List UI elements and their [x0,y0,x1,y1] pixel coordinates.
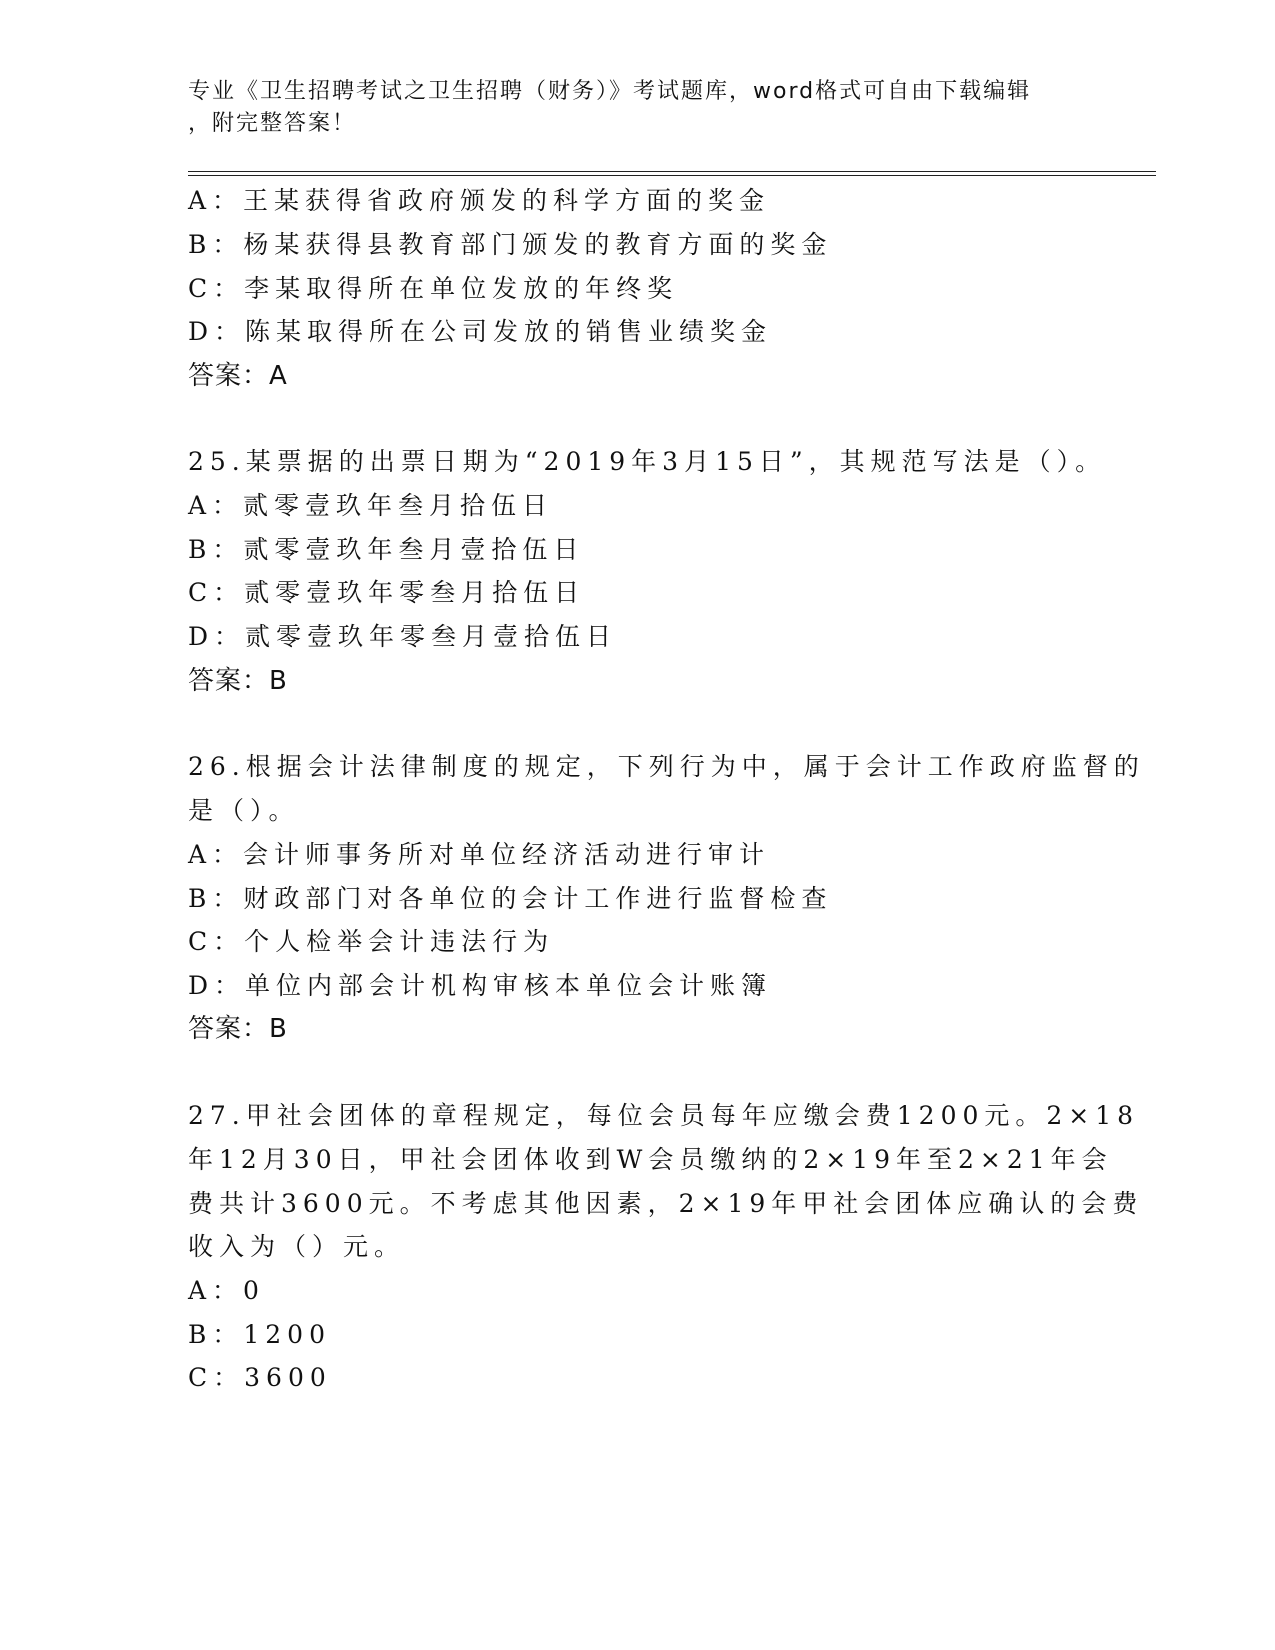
q27-option-a: A：0 [188,1276,265,1305]
q27-stem-line-4: 收入为（）元。 [188,1232,406,1261]
q24-answer: 答案：A [188,361,288,391]
q27-stem-line-1: 27.甲社会团体的章程规定，每位会员每年应缴会费1200元。2×18 [188,1101,1140,1130]
q26-answer: 答案：B [188,1014,288,1044]
q27-option-c: C：3600 [188,1363,332,1392]
q24-option-c: C：李某取得所在单位发放的年终奖 [188,274,679,303]
q26-option-d: D：单位内部会计机构审核本单位会计账簿 [188,971,773,1000]
q25-answer: 答案：B [188,666,288,696]
header-rule-bottom [188,175,1156,176]
q26-option-c: C：个人检举会计违法行为 [188,927,555,956]
q24-option-d: D：陈某取得所在公司发放的销售业绩奖金 [188,317,773,346]
q25-option-a: A：贰零壹玖年叁月拾伍日 [188,491,554,520]
q26-stem-line-1: 26.根据会计法律制度的规定，下列行为中，属于会计工作政府监督的 [188,752,1145,781]
q27-stem-line-2: 年12月30日，甲社会团体收到W会员缴纳的2×19年至2×21年会 [188,1145,1113,1174]
q24-option-a: A：王某获得省政府颁发的科学方面的奖金 [188,186,771,215]
q25-option-d: D：贰零壹玖年零叁月壹拾伍日 [188,622,618,651]
q26-option-b: B：财政部门对各单位的会计工作进行监督检查 [188,884,833,913]
q27-option-b: B：1200 [188,1320,331,1349]
q25-option-c: C：贰零壹玖年零叁月拾伍日 [188,578,586,607]
q25-stem: 25.某票据的出票日期为“2019年3月15日”，其规范写法是（）。 [188,447,1107,476]
q27-stem-line-3: 费共计3600元。不考虑其他因素，2×19年甲社会团体应确认的会费 [188,1189,1144,1218]
q25-option-b: B：贰零壹玖年叁月壹拾伍日 [188,535,585,564]
header-rule-top [188,171,1156,172]
header-title-line-1: 专业《卫生招聘考试之卫生招聘（财务）》考试题库，word格式可自由下载编辑 [188,79,1032,104]
q26-stem-line-2: 是（）。 [188,796,300,825]
header-title-line-2: ，附完整答案！ [188,111,357,136]
q24-option-b: B：杨某获得县教育部门颁发的教育方面的奖金 [188,230,833,259]
q26-option-a: A：会计师事务所对单位经济活动进行审计 [188,840,771,869]
